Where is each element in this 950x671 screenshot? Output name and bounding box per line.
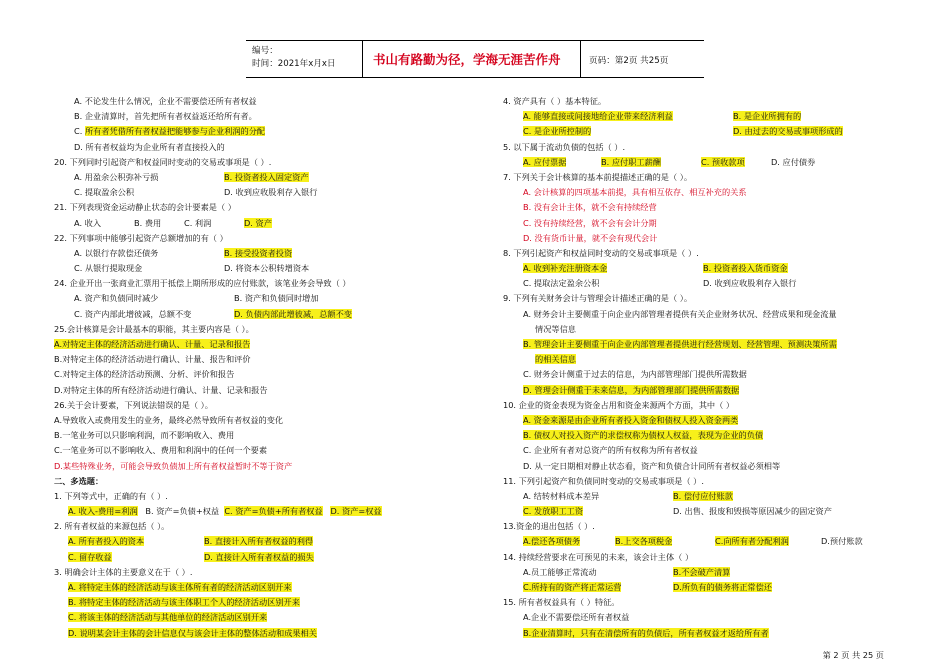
- option: D.预付账款: [821, 536, 863, 547]
- option: C. 从银行提取现金: [74, 263, 143, 274]
- highlighted-answer: B. 是企业所拥有的: [733, 111, 802, 122]
- question-20: 20. 下列同时引起资产和权益同时变动的交易或事项是（ ）.: [54, 156, 272, 167]
- highlighted-answer: C. 发放职工工资: [523, 506, 584, 517]
- option-line: C.对特定主体的经济活动预测、分析、评价和报告: [54, 369, 235, 380]
- question-r8: 8. 下列引起资产和权益同时变动的交易或事项是（ ）.: [503, 247, 699, 258]
- highlighted-answer: A. 能够直接或间接地给企业带来经济利益: [523, 111, 673, 122]
- highlighted-answer: D. 由过去的交易或事项形成的: [733, 126, 843, 137]
- option: D. 应付债券: [771, 156, 816, 167]
- option-line: B.一笔业务可以只影响利润，而不影响收入、费用: [54, 430, 235, 441]
- option: A. 收入: [74, 217, 102, 228]
- highlighted-answer: C. 留存收益: [68, 551, 112, 562]
- header-divider: [580, 41, 581, 77]
- option-prefix: C.: [74, 126, 85, 137]
- option: B. 资产和负债同时增加: [234, 293, 319, 304]
- highlighted-answer: C. 资产=负债+所有者权益: [224, 506, 323, 517]
- options-row: [503, 109, 923, 124]
- option: D. 收到应收股利存入银行: [224, 187, 318, 198]
- question-m2: 2. 所有者权益的来源包括（ ）。: [54, 521, 170, 532]
- highlighted-answer: A. 收到补充注册资本金: [523, 263, 608, 274]
- option-line-answer: C. 没有持续经营，就不会有会计分期: [523, 217, 657, 228]
- option-line: C. 财务会计侧重于过去的信息，为内部管理部门提供所需数据: [523, 369, 747, 380]
- options-row: [54, 307, 474, 322]
- highlighted-answer: 的相关信息: [535, 354, 576, 365]
- highlighted-answer: B. 直接计入所有者权益的利得: [204, 536, 314, 547]
- options-row: [54, 534, 474, 549]
- option: A.员工能够正常流动: [523, 566, 597, 577]
- highlighted-answer: B. 管理会计主要侧重于向企业内部管理者提供进行经营规划、经营管理、预测决策所需: [523, 339, 837, 349]
- option-line: C.一笔业务可以不影响收入、费用和利润中的任何一个要素: [54, 445, 268, 456]
- highlighted-answer: B. 债权人对投入资产的求偿权称为债权人权益，表现为企业的负债: [523, 430, 764, 441]
- highlighted-answer: A. 将特定主体的经济活动与该主体所有者的经济活动区别开来: [68, 582, 292, 592]
- option-line: C. 企业所有者对总资产的所有权称为所有者权益: [523, 445, 698, 456]
- header-meta: [252, 45, 336, 71]
- question-r13: 13.资金的退出包括（ ）.: [503, 521, 595, 532]
- option-line: 情况等信息: [535, 323, 576, 334]
- options-row: [503, 428, 923, 443]
- question-r7: 7. 下列关于会计核算的基本前提描述正确的是（ ）。: [503, 171, 693, 182]
- highlighted-answer: C. 是企业所控制的: [523, 126, 592, 137]
- options-row: [54, 246, 474, 261]
- highlighted-answer: B. 投资者投入固定资产: [224, 171, 309, 182]
- options-row: [503, 504, 923, 519]
- highlighted-answer: B.企业清算时，只有在清偿所有的负债后，所有者权益才返给所有者: [523, 627, 769, 638]
- options-row: [503, 124, 923, 139]
- option-line: A.导致收入或费用发生的业务，最终必然导致所有者权益的变化: [54, 414, 284, 425]
- highlighted-answer: C.所持有的资产将正常运营: [523, 582, 622, 592]
- options-row: [54, 626, 474, 641]
- options-row: [503, 534, 923, 549]
- question-24: 24. 企业开出一张商业汇票用于抵偿上期所形成的应付账款，该笔业务会导致（ ）: [54, 278, 351, 289]
- option: C. 提取盈余公积: [74, 187, 135, 198]
- option-line: B. 企业清算时，首先把所有者权益返还给所有者。: [74, 111, 257, 122]
- time-label: 时间：2021年x月x日: [252, 59, 336, 69]
- options-row: [54, 216, 474, 231]
- question-21: 21. 下列表现资金运动静止状态的会计要素是（ ）: [54, 202, 236, 213]
- option: A. 用盈余公积弥补亏损: [74, 171, 159, 182]
- option: A. 资产和负债同时减少: [74, 293, 159, 304]
- option-line: A. 不论发生什么情况，企业不需要偿还所有者权益: [74, 96, 257, 106]
- header-divider: [362, 41, 363, 77]
- option: D. 将资本公积转增资本: [224, 263, 310, 274]
- header-page-label: 页码：第2页 共25页: [589, 56, 669, 66]
- highlighted-answer: 所有者凭借所有者权益把能够参与企业利润的分配: [84, 126, 266, 137]
- options-row: [54, 291, 474, 306]
- option-line: B.对特定主体的经济活动进行确认、计量、报告和评价: [54, 354, 251, 365]
- options-row: [503, 626, 923, 641]
- option: B. 资产=负债+权益: [145, 506, 220, 517]
- highlighted-answer: A.对特定主体的经济活动进行确认、计量、记录和报告: [54, 339, 251, 349]
- header-motto: 书山有路勤为径，学海无涯苦作舟: [373, 52, 561, 67]
- options-row: [54, 580, 474, 595]
- highlighted-answer: C. 预收款项: [701, 156, 745, 167]
- question-r4: 4. 资产具有（ ）基本特征。: [503, 96, 607, 106]
- options-row: [54, 550, 474, 565]
- page-footer: 第 2 页 共 25 页: [822, 650, 884, 660]
- question-r10: 10. 企业的资金表现为资金占用和资金来源两个方面，其中（ ）: [503, 399, 735, 410]
- section-title: 二、多选题：: [54, 475, 104, 486]
- highlighted-answer: B. 偿付应付账款: [673, 490, 733, 501]
- option-line: A.企业不需要偿还所有者权益: [523, 612, 630, 623]
- question-22: 22. 下列事项中能够引起资产总额增加的有（ ）: [54, 232, 228, 243]
- highlighted-answer: A. 资金来源是由企业所有者投入资金和债权人投入资金两类: [523, 414, 739, 425]
- options-row: [54, 610, 474, 625]
- option-line-answer: D. 没有货币计量，就不会有现代会计: [523, 232, 658, 243]
- options-row: [54, 261, 474, 276]
- options-row: [54, 595, 474, 610]
- option-line: D.对特定主体的所有经济活动进行确认、计量、记录和报告: [54, 384, 268, 395]
- option-line: D. 从一定日期相对静止状态看，资产和负债合计同所有者权益必须相等: [523, 460, 781, 471]
- highlighted-answer: D. 直接计入所有者权益的损失: [204, 551, 314, 562]
- highlighted-answer: D. 管理会计侧重于未来信息，为内部管理部门提供所需数据: [523, 384, 740, 395]
- option-line-answer: A. 会计核算的四项基本前提，具有相互依存、相互补充的关系: [523, 187, 747, 198]
- option: D. 收到应收股利存入银行: [703, 278, 797, 289]
- options-row: [503, 155, 923, 170]
- option: C. 提取法定盈余公积: [523, 278, 600, 289]
- options-row: [54, 170, 474, 185]
- page-header: [246, 40, 704, 78]
- highlighted-answer: C.向所有者分配利润: [715, 536, 789, 547]
- highlighted-answer: B. 应付职工薪酬: [601, 156, 661, 167]
- highlighted-answer: D. 资产=权益: [330, 506, 382, 517]
- question-26: 26.关于会计要素，下列说法错误的是（ ）。: [54, 399, 213, 410]
- option: D. 出售、报废和毁损等原因减少的固定资产: [673, 506, 832, 517]
- option-line: D. 所有者权益均为企业所有者直接投入的: [74, 141, 225, 152]
- options-row: [503, 337, 923, 352]
- options-row: [503, 383, 923, 398]
- option: B. 费用: [134, 217, 162, 228]
- options-row: [503, 580, 923, 595]
- highlighted-answer: A. 收入-费用=利润: [68, 506, 138, 517]
- highlighted-answer: D.所负有的债务将正常偿还: [673, 582, 772, 592]
- left-column: [54, 94, 474, 641]
- options-row: [503, 565, 923, 580]
- options-row: [54, 337, 474, 352]
- highlighted-answer: C. 将该主体的经济活动与其他单位的经济活动区别开来: [68, 612, 268, 623]
- option: A. 结转材料成本差异: [523, 490, 600, 501]
- option-line-answer: D.某些特殊业务，可能会导致负债加上所有者权益暂时不等于资产: [54, 460, 293, 471]
- highlighted-answer: B. 接受投资者投资: [224, 247, 293, 258]
- question-r11: 11. 下列引起资产和负债同时变动的交易或事项是（ ）.: [503, 475, 704, 486]
- question-r9: 9. 下列有关财务会计与管理会计描述正确的是（ ）。: [503, 293, 693, 304]
- highlighted-answer: D. 资产: [244, 217, 272, 228]
- question-r14: 14. 持续经营要求在可预见的未来，该会计主体（ ）: [503, 551, 694, 562]
- options-row: [503, 413, 923, 428]
- highlighted-answer: A.偿还各项债务: [523, 536, 581, 547]
- highlighted-answer: B.上交各项税金: [615, 536, 673, 547]
- question-r15: 15. 所有者权益具有（ ）特征。: [503, 597, 620, 608]
- highlighted-answer: A. 所有者投入的资本: [68, 536, 145, 547]
- options-row: [503, 352, 923, 367]
- options-row: [503, 276, 923, 291]
- question-25: 25.会计核算是会计最基本的职能，其主要内容是（ ）。: [54, 323, 254, 334]
- option: C. 利润: [184, 217, 212, 228]
- options-row: [54, 185, 474, 200]
- options-row: [54, 504, 474, 519]
- question-m1: 1. 下列等式中，正确的有（ ）.: [54, 490, 168, 501]
- option: C. 资产内部此增彼减，总额不变: [74, 308, 192, 319]
- option: A. 以银行存款偿还债务: [74, 247, 159, 258]
- question-r5: 5. 以下属于流动负债的包括（ ）.: [503, 141, 626, 152]
- options-row: [503, 261, 923, 276]
- option-line: A. 财务会计主要侧重于向企业内部管理者提供有关企业财务状况、经营成果和现金流量: [523, 308, 837, 319]
- right-column: [503, 94, 923, 641]
- highlighted-answer: A. 应付票据: [523, 156, 567, 167]
- highlighted-answer: B. 投资者投入货币资金: [703, 263, 788, 274]
- highlighted-answer: D. 负债内部此增彼减，总额不变: [234, 308, 352, 319]
- option-line: [54, 124, 474, 139]
- highlighted-answer: B. 将特定主体的经济活动与该主体职工个人的经济活动区别开来: [68, 597, 300, 608]
- options-row: [503, 489, 923, 504]
- option-line-answer: B. 没有会计主体，就不会有持续经营: [523, 202, 657, 213]
- number-label: 编号：: [252, 46, 278, 56]
- highlighted-answer: D. 说明某会计主体的会计信息仅与该会计主体的整体活动和成果相关: [68, 627, 317, 638]
- question-m3: 3. 明确会计主体的主要意义在于（ ）.: [54, 566, 193, 577]
- highlighted-answer: B.不会破产清算: [673, 566, 731, 577]
